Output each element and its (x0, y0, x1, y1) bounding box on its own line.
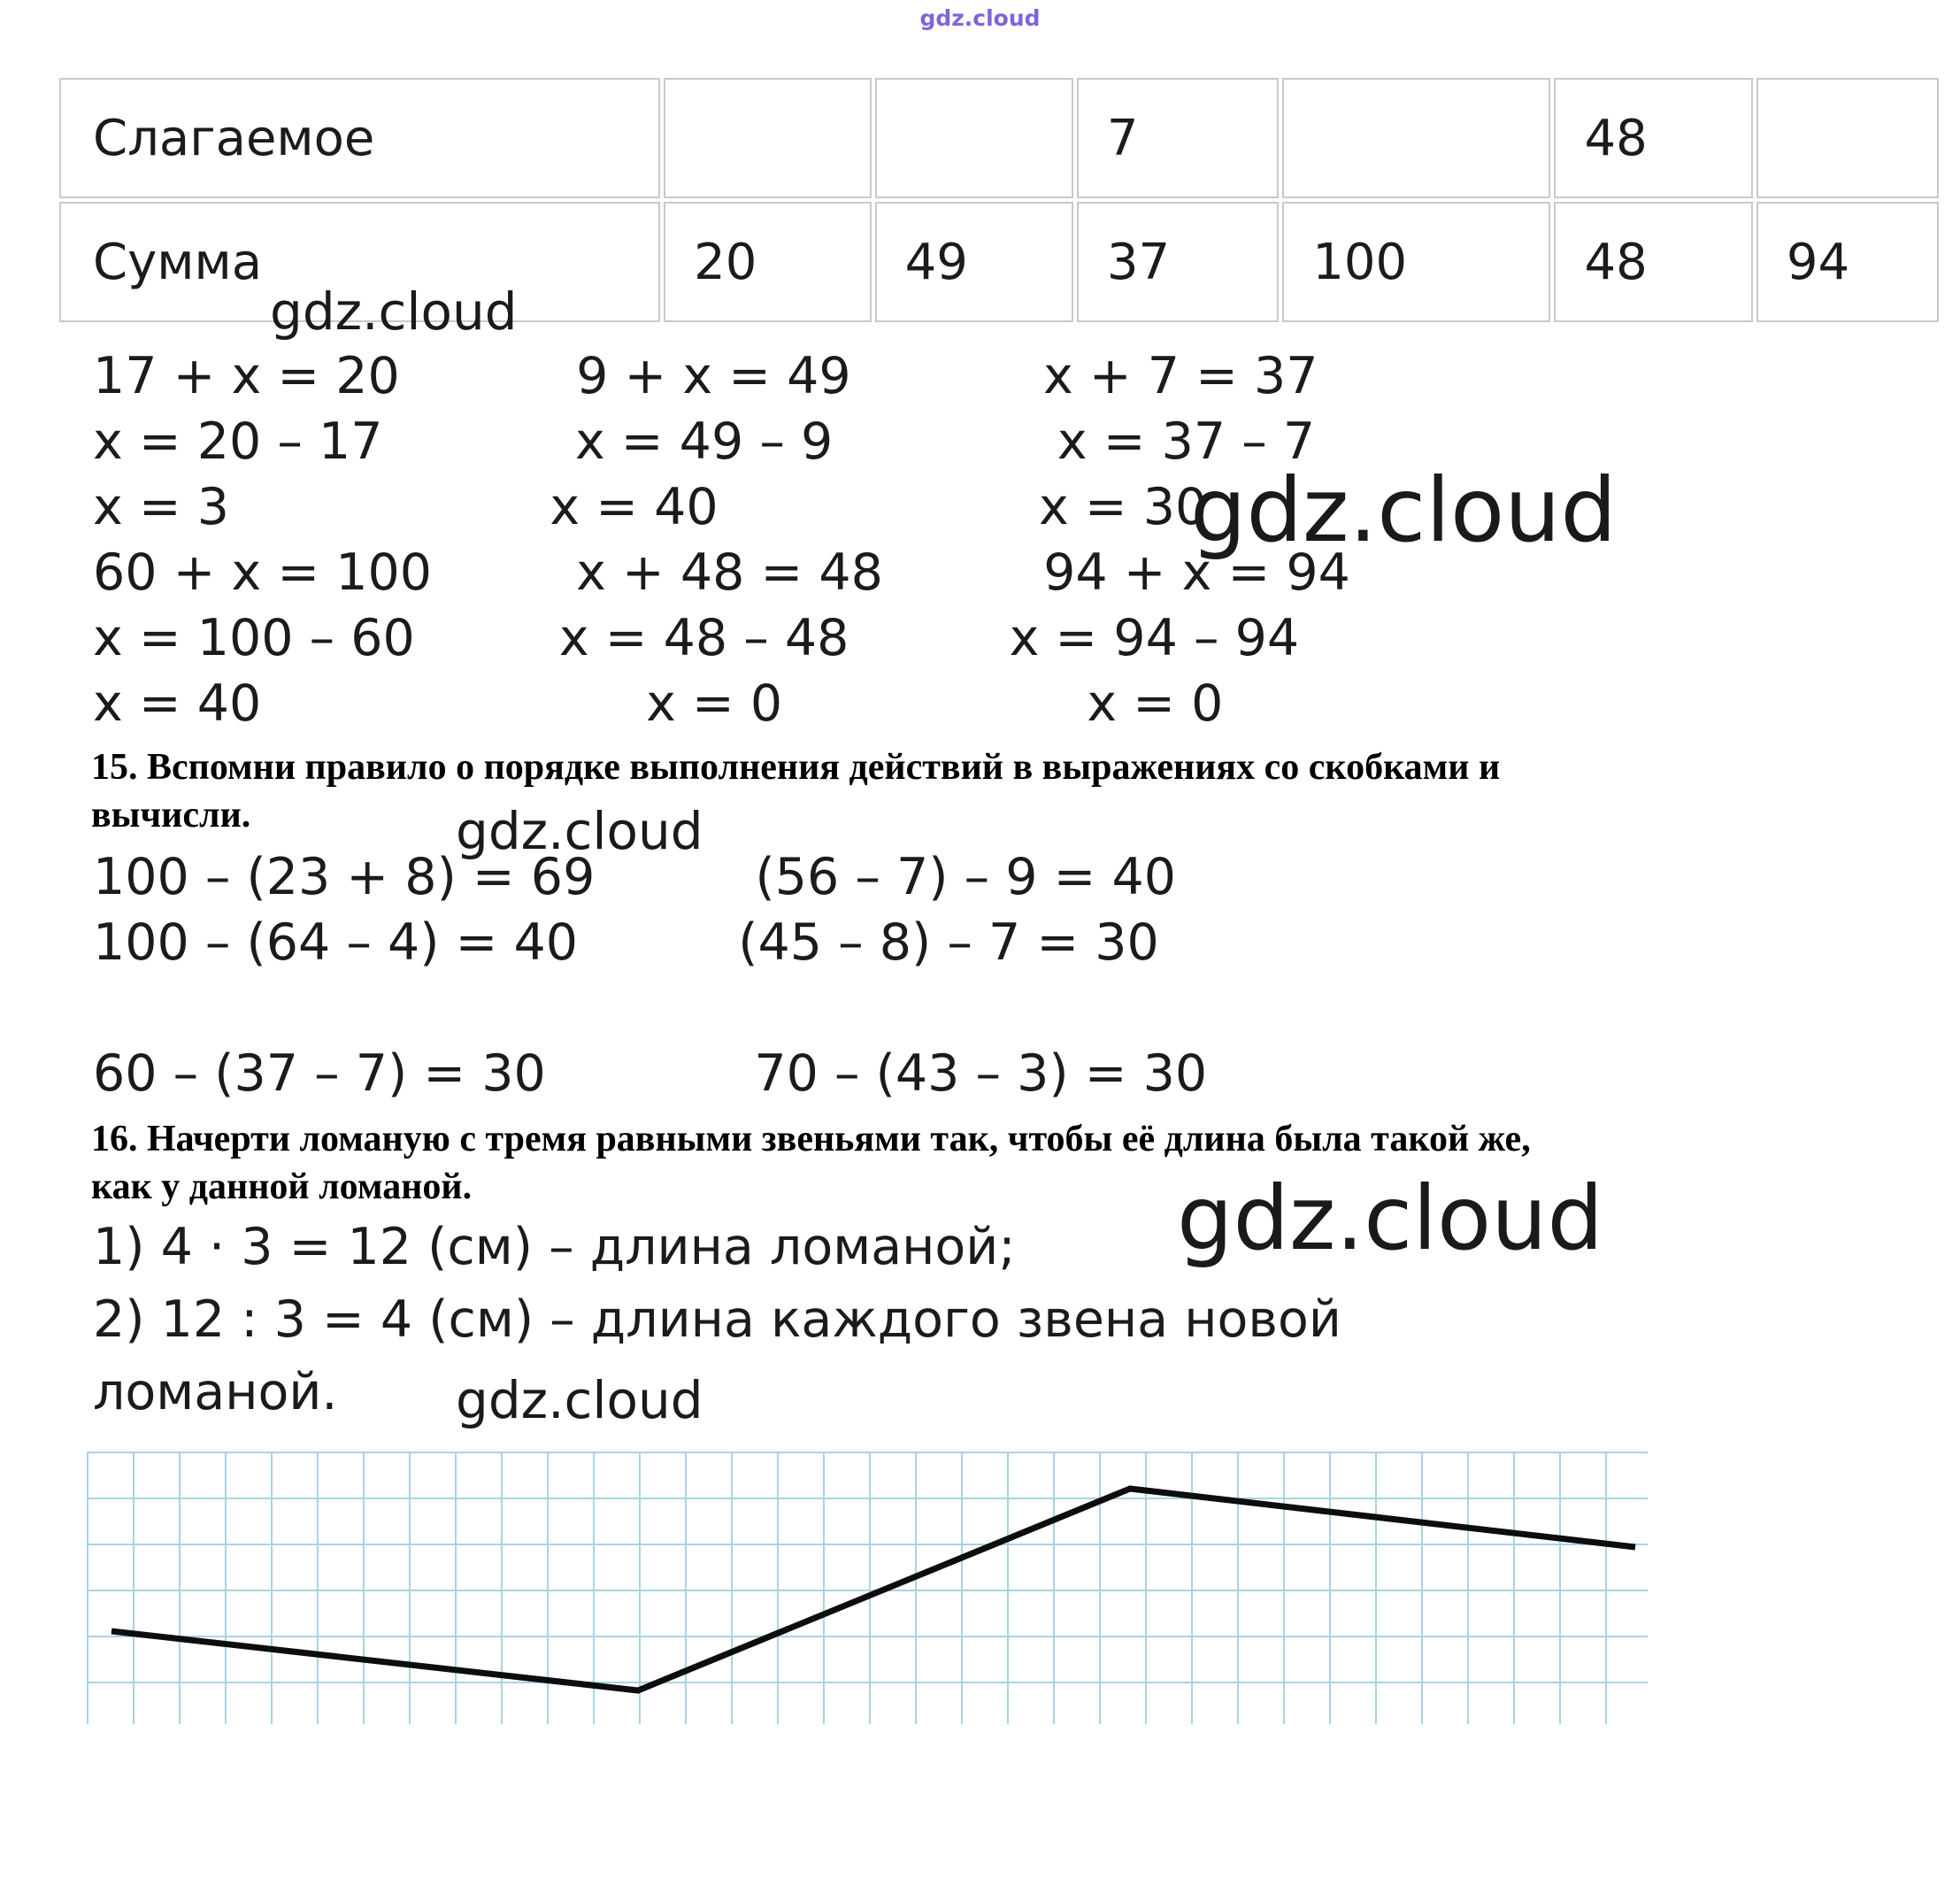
table-cell: 20 (664, 202, 871, 322)
table-cell (1756, 78, 1939, 198)
table-cell: 7 (1077, 78, 1279, 198)
equations-block-1 (0, 343, 1960, 736)
equation-line: х = 20 – 17 х = 49 – 9 х = 37 – 7 (93, 412, 1316, 471)
equation-line: 100 – (64 – 4) = 40 (45 – 8) – 7 = 30 (93, 913, 1159, 972)
heading-line: 15. Вспомни правило о порядке выполнения действий в выражениях со скобками и (91, 747, 1501, 788)
heading-line: как у данной ломаной. (91, 1167, 473, 1207)
table-cell (1282, 78, 1550, 198)
equation-line (93, 975, 1960, 1041)
equation-line: х = 40 х = 0 х = 0 (93, 674, 1224, 733)
solution-line: 2) 12 : 3 = 4 (см) – длина каждого звена новой (93, 1290, 1341, 1349)
equation-line: х = 3 х = 40 х = 30 (93, 478, 1208, 536)
table-cell: 48 (1554, 78, 1752, 198)
watermark-gdz: gdz.cloud (456, 801, 703, 861)
equation-line: 100 – (23 + 8) = 69 (56 – 7) – 9 = 40 (93, 848, 1177, 906)
watermark-gdz-top: gdz.cloud (919, 5, 1041, 31)
table-cell: 49 (875, 202, 1073, 322)
equation-line: 60 – (37 – 7) = 30 70 – (43 – 3) = 30 (93, 1044, 1208, 1103)
equation-line: 17 + х = 20 9 + х = 49 х + 7 = 37 (93, 347, 1318, 405)
watermark-gdz: gdz.cloud (270, 281, 518, 342)
table-cell (875, 78, 1073, 198)
table-cell: 48 (1554, 202, 1752, 322)
watermark-gdz: gdz.cloud (1190, 458, 1618, 562)
heading-line: 16. Начерти ломаную с тремя равными звеньями так, чтобы её длина была такой же, (91, 1119, 1531, 1159)
heading-line: вычисли. (91, 795, 251, 835)
table-cell: 100 (1282, 202, 1550, 322)
watermark-gdz: gdz.cloud (456, 1370, 703, 1430)
solution-line: 1) 4 · 3 = 12 (см) – длина ломаной; (93, 1218, 1016, 1276)
polyline-drawing (87, 1452, 1648, 1724)
table-cell: 94 (1756, 202, 1939, 322)
solution-line: ломаной. (93, 1363, 338, 1421)
graph-paper-figure (87, 1452, 1648, 1724)
task16-heading (91, 1115, 1960, 1211)
table-cell (664, 78, 871, 198)
table-row-addend (59, 78, 1939, 198)
watermark-gdz: gdz.cloud (1177, 1167, 1604, 1270)
broken-line (111, 1489, 1635, 1690)
equation-line: 60 + х = 100 х + 48 = 48 94 + х = 94 (93, 543, 1350, 602)
row-label-sum: Сумма (59, 202, 660, 322)
equation-line: х = 100 – 60 х = 48 – 48 х = 94 – 94 (93, 609, 1300, 667)
row-label-addend: Слагаемое (59, 78, 660, 198)
task15-heading (91, 743, 1960, 839)
table-cell: 37 (1077, 202, 1279, 322)
task15-solution (0, 844, 1960, 1106)
task16-solution (0, 1211, 1960, 1428)
